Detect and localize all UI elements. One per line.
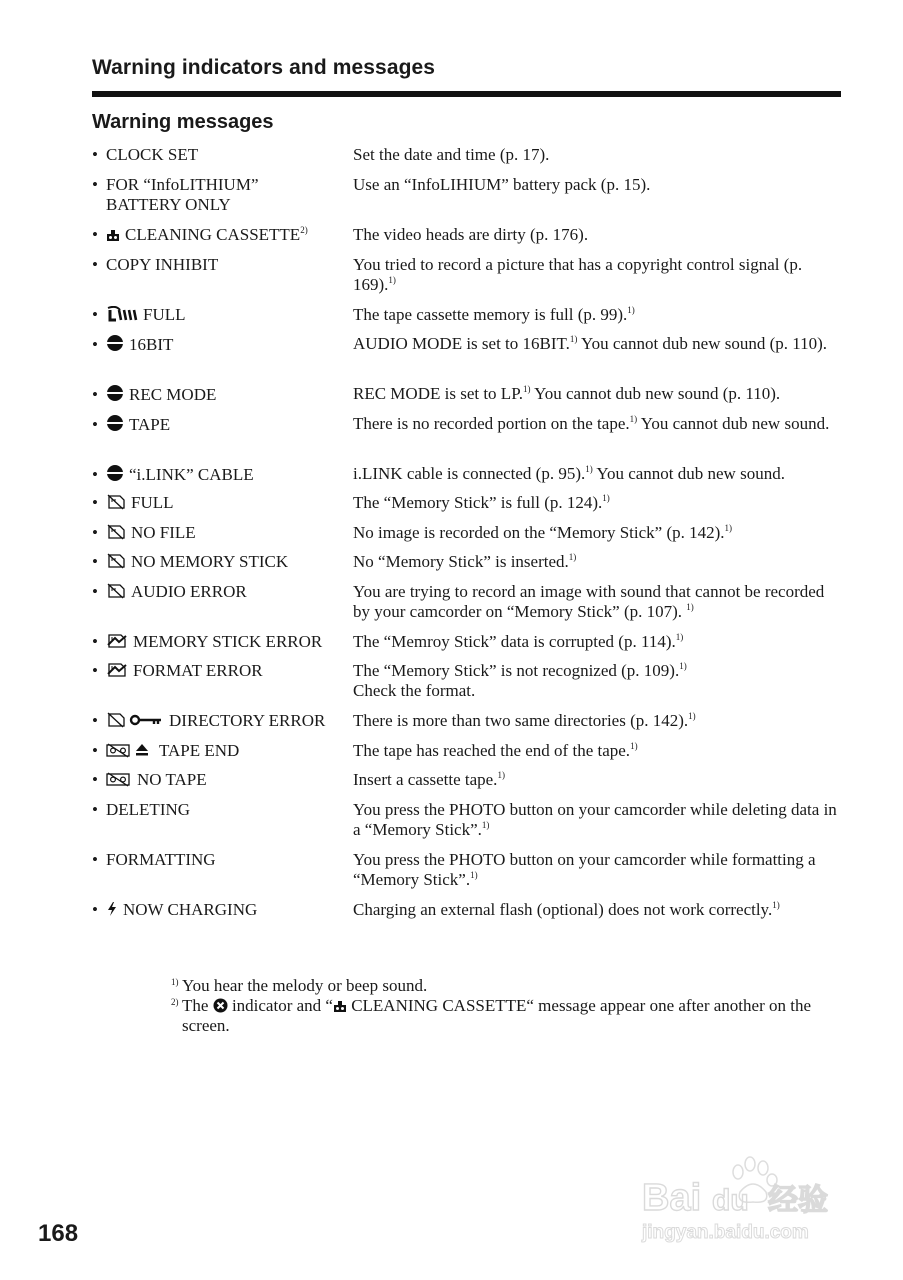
bullet: •	[92, 770, 98, 789]
description-text: Set the date and time (p. 17).	[353, 145, 550, 164]
watermark-jingyan: 经验	[768, 1184, 828, 1217]
baidu-watermark	[640, 1150, 855, 1250]
description-text: There is no recorded portion on the tape.	[353, 414, 630, 433]
warning-description	[353, 145, 843, 165]
warning-message	[92, 255, 344, 275]
warning-description	[353, 523, 843, 543]
bullet: •	[92, 800, 98, 819]
warning-message	[92, 305, 344, 327]
description-text-cont: You cannot dub new sound (p. 110).	[577, 334, 828, 353]
warning-message-text: CLOCK SET	[106, 145, 199, 164]
bullet: •	[92, 385, 98, 404]
warning-description	[353, 800, 843, 840]
bullet: •	[92, 582, 98, 601]
footnote-ref: 1)	[629, 414, 638, 424]
warning-message-text: NO TAPE	[137, 770, 207, 789]
warning-message	[92, 225, 344, 247]
flash-icon	[106, 901, 118, 922]
tape-disc-icon	[106, 384, 124, 407]
warning-message	[92, 464, 344, 487]
memory-stick-icon	[106, 583, 126, 604]
description-text: REC MODE is set to LP.	[353, 384, 524, 403]
footnote-ref: 1)	[569, 334, 578, 344]
footnote-2	[171, 996, 843, 1036]
description-text: You are trying to record an image with sound that cannot be recorded by your camcorder on “Memory Stick” (p. 107).	[353, 582, 825, 621]
warning-message-text: COPY INHIBIT	[106, 255, 219, 274]
description-text: Insert a cassette tape.	[353, 770, 498, 789]
description-text: i.LINK cable is connected (p. 95).	[353, 464, 586, 483]
description-text: The tape cassette memory is full (p. 99).	[353, 305, 628, 324]
warning-message-text: TAPE END	[159, 741, 240, 760]
description-text-cont: You cannot dub new sound (p. 110).	[530, 384, 781, 403]
tape-disc-icon	[106, 464, 124, 487]
footnote-text-after: CLEANING CASSETTE“ message appear one after another on the screen.	[182, 996, 811, 1035]
warning-message-text: DELETING	[106, 800, 191, 819]
bullet: •	[92, 493, 98, 512]
warning-message	[92, 175, 344, 215]
bullet: •	[92, 632, 98, 651]
warning-description	[353, 464, 843, 484]
warning-description	[353, 741, 843, 761]
tape-eject-icon	[106, 742, 154, 763]
bullet: •	[92, 661, 98, 680]
warning-description	[353, 582, 843, 622]
footnote-ref: 1)	[470, 870, 478, 880]
warning-description	[353, 632, 843, 652]
footnote-1	[171, 976, 843, 996]
warning-message-text: NO MEMORY STICK	[131, 552, 289, 571]
footnote-text-middle: indicator and “	[227, 996, 333, 1015]
footnote-ref: 1)	[523, 384, 531, 394]
description-text: No image is recorded on the “Memory Stick” (p. 142).	[353, 523, 725, 542]
footnote-mark: 2)	[171, 997, 179, 1007]
section-title: Warning messages	[92, 111, 274, 133]
warning-message	[92, 145, 344, 165]
bullet: •	[92, 305, 98, 324]
warning-description	[353, 552, 843, 572]
warning-message-text: NOW CHARGING	[123, 900, 258, 919]
footnote-ref: 1)	[772, 900, 780, 910]
footnote-ref: 2)	[300, 225, 308, 235]
warning-description	[353, 900, 843, 920]
description-text: There is more than two same directories (p. 142).	[353, 711, 689, 730]
warning-message-text: FULL	[143, 305, 186, 324]
warning-message	[92, 384, 344, 407]
warning-message-text: TAPE	[129, 415, 171, 434]
memory-stick-error-icon	[106, 662, 128, 683]
warning-message	[92, 632, 344, 654]
footnotes	[171, 976, 843, 1036]
footnote-ref: 1)	[497, 770, 505, 780]
footnote-mark: 1)	[171, 977, 179, 987]
description-text: You press the PHOTO button on your camcorder while formatting a “Memory Stick”.	[353, 850, 816, 889]
warning-message	[92, 414, 344, 437]
warning-message	[92, 334, 344, 357]
warning-message-text: NO FILE	[131, 523, 196, 542]
bullet: •	[92, 415, 98, 434]
bullet: •	[92, 255, 98, 274]
bullet: •	[92, 741, 98, 760]
footnote-ref: 1)	[602, 493, 610, 503]
warning-message-text: MEMORY STICK ERROR	[133, 632, 323, 651]
watermark-url: jingyan.baidu.com	[642, 1222, 809, 1243]
warning-description	[353, 175, 843, 195]
warning-description	[353, 493, 843, 513]
warning-description	[353, 850, 843, 890]
warning-message-text: REC MODE	[129, 385, 217, 404]
page-number: 168	[38, 1220, 79, 1247]
warning-message	[92, 741, 344, 763]
footnote-ref: 1)	[568, 552, 577, 562]
warning-message	[92, 493, 344, 515]
tape-disc-icon	[106, 334, 124, 357]
page-header-title: Warning indicators and messages	[92, 56, 436, 79]
warning-message-text: 16BIT	[129, 335, 174, 354]
bullet: •	[92, 335, 98, 354]
footnote-ref: 1)	[627, 305, 635, 315]
warning-message	[92, 770, 344, 792]
bullet: •	[92, 850, 98, 869]
header-rule	[92, 91, 841, 97]
warning-description	[353, 384, 843, 404]
footnote-ref: 1)	[388, 275, 396, 285]
description-text: You tried to record a picture that has a copyright control signal (p. 169).	[353, 255, 803, 294]
watermark-du: du	[712, 1184, 749, 1217]
bullet: •	[92, 900, 98, 919]
description-text: The tape has reached the end of the tape.	[353, 741, 631, 760]
warning-message	[92, 800, 344, 820]
description-text: Charging an external flash (optional) does not work correctly.	[353, 900, 773, 919]
warning-description	[353, 661, 843, 701]
warning-message	[92, 582, 344, 604]
warning-message	[92, 552, 344, 574]
warning-message-text: FORMATTING	[106, 850, 216, 869]
description-text: The video heads are dirty (p. 176).	[353, 225, 589, 244]
memory-stick-error-icon	[106, 633, 128, 654]
bullet: •	[92, 523, 98, 542]
cassette-memory-icon	[106, 306, 138, 327]
error-x-icon	[213, 998, 228, 1013]
footnote-text: You hear the melody or beep sound.	[182, 976, 428, 995]
footnote-ref: 1)	[679, 661, 687, 671]
tape-disc-icon	[106, 414, 124, 437]
footnote-ref: 1)	[481, 820, 490, 830]
cleaning-cassette-icon	[333, 999, 347, 1013]
bullet: •	[92, 465, 98, 484]
warning-message-text: CLEANING CASSETTE	[125, 225, 301, 244]
bullet: •	[92, 225, 98, 244]
footnote-ref: 1)	[675, 632, 684, 642]
footnote-ref: 1)	[630, 741, 638, 751]
footnote-ref: 1)	[688, 711, 696, 721]
description-text-cont: You cannot dub new sound.	[637, 414, 830, 433]
tape-cassette-icon	[106, 771, 132, 792]
bullet: •	[92, 175, 98, 194]
warning-message-text: FOR “InfoLITHIUM”	[106, 175, 259, 194]
warning-message-line2: BATTERY ONLY	[106, 195, 231, 214]
description-text: The “Memroy Stick” data is corrupted (p. 114).	[353, 632, 676, 651]
bullet: •	[92, 711, 98, 730]
description-line2: Check the format.	[353, 681, 476, 700]
footnote-ref: 1)	[585, 464, 593, 474]
memory-stick-key-icon	[106, 712, 164, 733]
warning-message-text: AUDIO ERROR	[131, 582, 247, 601]
warning-description	[353, 305, 843, 325]
warning-description	[353, 770, 843, 790]
memory-stick-icon	[106, 553, 126, 574]
footnote-ref: 1)	[724, 523, 733, 533]
warning-message	[92, 523, 344, 545]
bullet: •	[92, 145, 98, 164]
memory-stick-icon	[106, 494, 126, 515]
description-text: The “Memory Stick” is full (p. 124).	[353, 493, 603, 512]
memory-stick-icon	[106, 524, 126, 545]
cleaning-cassette-icon	[106, 227, 120, 247]
warning-description	[353, 255, 843, 295]
warning-message	[92, 900, 344, 922]
description-text: Use an “InfoLIHIUM” battery pack (p. 15).	[353, 175, 651, 194]
warning-message-text: “i.LINK” CABLE	[129, 465, 254, 484]
warning-description	[353, 711, 843, 731]
watermark-bai: Bai	[642, 1177, 702, 1219]
warning-message-text: FULL	[131, 493, 174, 512]
warning-description	[353, 334, 843, 354]
footnote-text-before: The	[182, 996, 213, 1015]
description-text-cont: You cannot dub new sound.	[592, 464, 785, 483]
warning-message	[92, 711, 344, 733]
description-text: You press the PHOTO button on your camcorder while deleting data in a “Memory Stick”.	[353, 800, 837, 839]
warning-message	[92, 850, 344, 870]
warning-message-text: FORMAT ERROR	[133, 661, 263, 680]
warning-message	[92, 661, 344, 683]
description-text: No “Memory Stick” is inserted.	[353, 552, 569, 571]
description-text: AUDIO MODE is set to 16BIT.	[353, 334, 570, 353]
warning-message-text: DIRECTORY ERROR	[169, 711, 326, 730]
description-text: The “Memory Stick” is not recognized (p. 109).	[353, 661, 680, 680]
warning-description	[353, 225, 843, 245]
footnote-ref: 1)	[686, 602, 694, 612]
bullet: •	[92, 552, 98, 571]
warning-description	[353, 414, 843, 434]
